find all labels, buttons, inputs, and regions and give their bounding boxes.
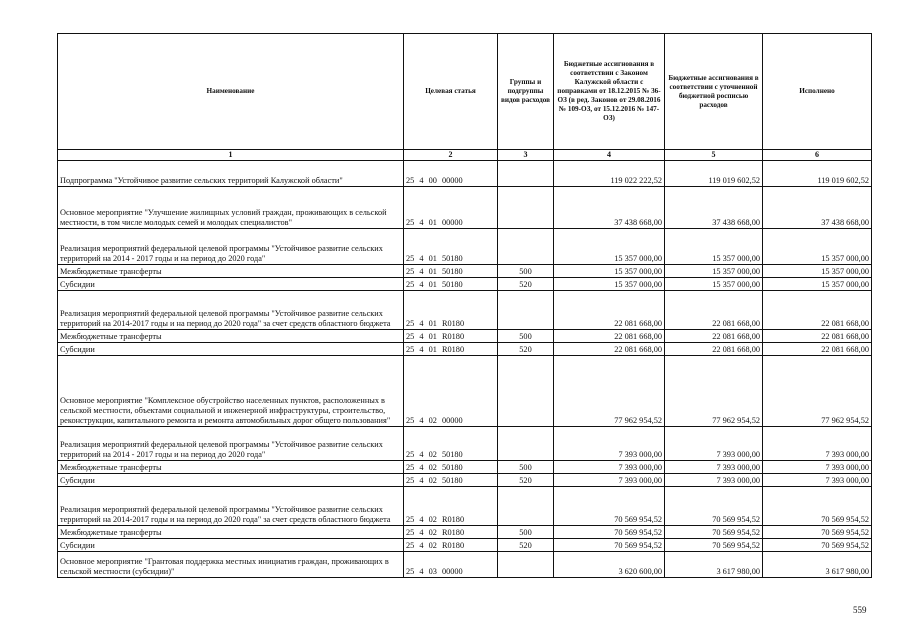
page-number: 559	[853, 605, 867, 615]
row-target-article: 25 4 03 00000	[404, 552, 498, 578]
row-target-article: 25 4 02 R0180	[404, 526, 498, 539]
row-target-article: 25 4 02 R0180	[404, 487, 498, 526]
row-law-amount: 119 022 222,52	[554, 161, 665, 187]
row-executed-amount: 22 081 668,00	[763, 291, 872, 330]
row-executed-amount: 119 019 602,52	[763, 161, 872, 187]
table-row	[58, 330, 872, 343]
row-target-article: 25 4 02 R0180	[404, 539, 498, 552]
row-name: Основное мероприятие "Улучшение жилищных условий граждан, проживающих в сельской местности, в том числе молодых семей и молодых специалистов"	[58, 187, 404, 229]
row-target-article: 25 4 01 50180	[404, 278, 498, 291]
row-refined-amount: 77 962 954,52	[665, 356, 763, 427]
table-row	[58, 343, 872, 356]
column-number-row	[58, 150, 872, 161]
row-name: Реализация мероприятий федеральной целевой программы "Устойчивое развитие сельских территорий на 2014-2017 годы и на период до 2020 года" за счет средств областного бюджета	[58, 291, 404, 330]
header-target-article: Целевая статья	[404, 34, 498, 150]
row-refined-amount: 22 081 668,00	[665, 330, 763, 343]
row-law-amount: 37 438 668,00	[554, 187, 665, 229]
row-executed-amount: 15 357 000,00	[763, 278, 872, 291]
row-name: Межбюджетные трансферты	[58, 330, 404, 343]
row-executed-amount: 70 569 954,52	[763, 526, 872, 539]
table-row	[58, 265, 872, 278]
row-expense-group: 500	[498, 330, 554, 343]
row-refined-amount: 70 569 954,52	[665, 526, 763, 539]
row-name: Реализация мероприятий федеральной целевой программы "Устойчивое развитие сельских территорий на 2014-2017 годы и на период до 2020 года" за счет средств областного бюджета	[58, 487, 404, 526]
table-row	[58, 356, 872, 427]
table-row	[58, 229, 872, 265]
row-expense-group: 520	[498, 278, 554, 291]
table-row	[58, 461, 872, 474]
row-executed-amount: 22 081 668,00	[763, 330, 872, 343]
row-law-amount: 22 081 668,00	[554, 343, 665, 356]
row-executed-amount: 15 357 000,00	[763, 229, 872, 265]
row-name: Межбюджетные трансферты	[58, 461, 404, 474]
row-law-amount: 70 569 954,52	[554, 539, 665, 552]
row-executed-amount: 7 393 000,00	[763, 474, 872, 487]
row-refined-amount: 70 569 954,52	[665, 487, 763, 526]
row-expense-group: 500	[498, 265, 554, 278]
row-name: Реализация мероприятий федеральной целевой программы "Устойчивое развитие сельских территорий на 2014 - 2017 годы и на период до 2020 года"	[58, 229, 404, 265]
row-name: Подпрограмма "Устойчивое развитие сельских территорий Калужской области"	[58, 161, 404, 187]
header-name: Наименование	[58, 34, 404, 150]
row-expense-group: 520	[498, 474, 554, 487]
row-target-article: 25 4 02 50180	[404, 427, 498, 461]
header-executed: Исполнено	[763, 34, 872, 150]
header-expense-group: Группы и подгруппы видов расходов	[498, 34, 554, 150]
row-executed-amount: 70 569 954,52	[763, 487, 872, 526]
table-row	[58, 552, 872, 578]
table-row	[58, 474, 872, 487]
row-executed-amount: 7 393 000,00	[763, 461, 872, 474]
row-expense-group	[498, 229, 554, 265]
row-expense-group	[498, 356, 554, 427]
header-row	[58, 34, 872, 150]
row-law-amount: 15 357 000,00	[554, 265, 665, 278]
table-row	[58, 278, 872, 291]
row-law-amount: 7 393 000,00	[554, 474, 665, 487]
row-refined-amount: 15 357 000,00	[665, 278, 763, 291]
row-name: Межбюджетные трансферты	[58, 526, 404, 539]
row-refined-amount: 22 081 668,00	[665, 343, 763, 356]
row-law-amount: 70 569 954,52	[554, 526, 665, 539]
row-executed-amount: 3 617 980,00	[763, 552, 872, 578]
row-target-article: 25 4 01 50180	[404, 265, 498, 278]
row-target-article: 25 4 01 R0180	[404, 343, 498, 356]
row-executed-amount: 7 393 000,00	[763, 427, 872, 461]
budget-table	[57, 33, 872, 578]
row-refined-amount: 15 357 000,00	[665, 265, 763, 278]
row-name: Основное мероприятие "Комплексное обустройство населенных пунктов, расположенных в сельской местности, объектами социальной и инженерной инфраструктуры, строительство, реконструкции, капитального ремонта и ремонта автомобильных дорог общего пользования"	[58, 356, 404, 427]
row-refined-amount: 37 438 668,00	[665, 187, 763, 229]
row-law-amount: 7 393 000,00	[554, 427, 665, 461]
row-law-amount: 15 357 000,00	[554, 278, 665, 291]
row-executed-amount: 15 357 000,00	[763, 265, 872, 278]
row-executed-amount: 77 962 954,52	[763, 356, 872, 427]
row-name: Субсидии	[58, 343, 404, 356]
header-refined-allocations: Бюджетные ассигнования в соответствии с уточненной бюджетной росписью расходов	[665, 34, 763, 150]
row-law-amount: 22 081 668,00	[554, 291, 665, 330]
row-name: Субсидии	[58, 539, 404, 552]
column-number: 4	[554, 150, 665, 161]
column-number: 5	[665, 150, 763, 161]
row-expense-group	[498, 427, 554, 461]
row-target-article: 25 4 01 50180	[404, 229, 498, 265]
row-refined-amount: 7 393 000,00	[665, 461, 763, 474]
row-refined-amount: 7 393 000,00	[665, 474, 763, 487]
row-expense-group	[498, 187, 554, 229]
table-row	[58, 539, 872, 552]
column-number: 1	[58, 150, 404, 161]
row-refined-amount: 70 569 954,52	[665, 539, 763, 552]
row-expense-group	[498, 291, 554, 330]
header-law-allocations: Бюджетные ассигнования в соответствии с Законом Калужской области с поправками от 18.12.2015 № 36-ОЗ (в ред. Законов от 29.08.2016 № 109-ОЗ, от 15.12.2016 № 147-ОЗ)	[554, 34, 665, 150]
row-law-amount: 15 357 000,00	[554, 229, 665, 265]
row-name: Основное мероприятие "Грантовая поддержка местных инициатив граждан, проживающих в сельской местности (субсидии)"	[58, 552, 404, 578]
row-law-amount: 77 962 954,52	[554, 356, 665, 427]
table-row	[58, 526, 872, 539]
row-refined-amount: 3 617 980,00	[665, 552, 763, 578]
row-refined-amount: 22 081 668,00	[665, 291, 763, 330]
row-name: Субсидии	[58, 474, 404, 487]
row-refined-amount: 7 393 000,00	[665, 427, 763, 461]
column-number: 3	[498, 150, 554, 161]
row-target-article: 25 4 01 R0180	[404, 291, 498, 330]
row-name: Субсидии	[58, 278, 404, 291]
row-target-article: 25 4 02 50180	[404, 474, 498, 487]
row-expense-group: 500	[498, 526, 554, 539]
row-expense-group	[498, 487, 554, 526]
table-row	[58, 487, 872, 526]
row-target-article: 25 4 01 00000	[404, 187, 498, 229]
row-refined-amount: 119 019 602,52	[665, 161, 763, 187]
row-expense-group: 500	[498, 461, 554, 474]
row-law-amount: 3 620 600,00	[554, 552, 665, 578]
row-expense-group: 520	[498, 343, 554, 356]
row-expense-group	[498, 552, 554, 578]
row-target-article: 25 4 01 R0180	[404, 330, 498, 343]
row-expense-group: 520	[498, 539, 554, 552]
row-refined-amount: 15 357 000,00	[665, 229, 763, 265]
table-row	[58, 291, 872, 330]
table-row	[58, 161, 872, 187]
column-number: 6	[763, 150, 872, 161]
row-law-amount: 22 081 668,00	[554, 330, 665, 343]
column-number: 2	[404, 150, 498, 161]
row-executed-amount: 70 569 954,52	[763, 539, 872, 552]
row-target-article: 25 4 00 00000	[404, 161, 498, 187]
row-law-amount: 70 569 954,52	[554, 487, 665, 526]
row-name: Реализация мероприятий федеральной целевой программы "Устойчивое развитие сельских территорий на 2014 - 2017 годы и на период до 2020 года"	[58, 427, 404, 461]
row-expense-group	[498, 161, 554, 187]
table-row	[58, 427, 872, 461]
row-target-article: 25 4 02 00000	[404, 356, 498, 427]
row-name: Межбюджетные трансферты	[58, 265, 404, 278]
table-row	[58, 187, 872, 229]
row-executed-amount: 22 081 668,00	[763, 343, 872, 356]
row-target-article: 25 4 02 50180	[404, 461, 498, 474]
row-law-amount: 7 393 000,00	[554, 461, 665, 474]
row-executed-amount: 37 438 668,00	[763, 187, 872, 229]
